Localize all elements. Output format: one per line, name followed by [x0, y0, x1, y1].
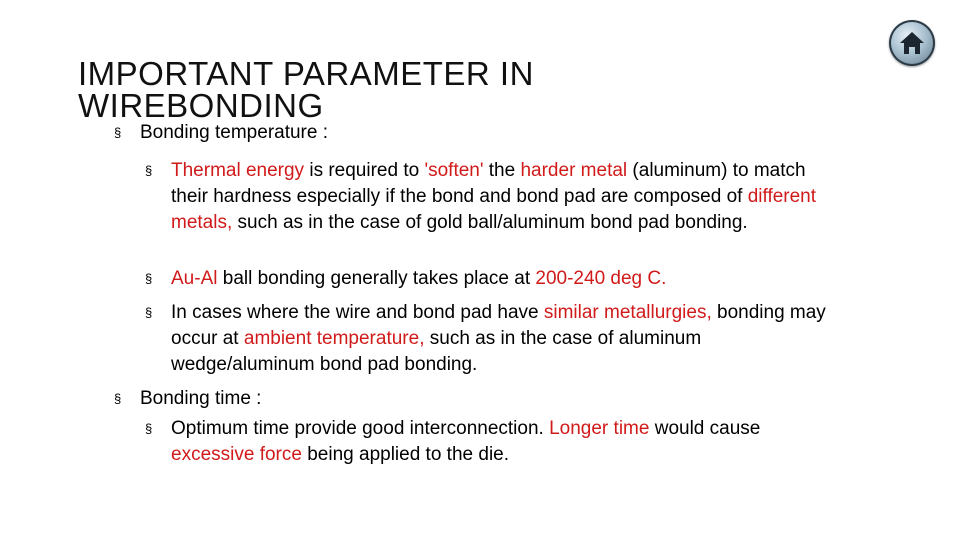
sub-bullet-thermal-energy — [145, 158, 845, 236]
bullet-text: Optimum time provide good interconnection. Longer time would cause excessive force being applied to the die. — [171, 418, 761, 465]
bullet-label: Bonding time : — [140, 388, 262, 409]
bullet-marker: § — [145, 305, 153, 320]
bullet-bonding-temperature — [114, 120, 834, 146]
slide-title: IMPORTANT PARAMETER IN WIREBONDING — [78, 55, 534, 124]
bullet-label: Bonding temperature : — [140, 122, 329, 143]
bullet-text: Au-Al ball bonding generally takes place at 200-240 deg C. — [171, 268, 667, 289]
bullet-bonding-time — [114, 386, 834, 412]
sub-bullet-au-al — [145, 266, 845, 292]
bullet-marker: § — [145, 271, 153, 286]
bullet-marker: § — [114, 125, 122, 140]
bullet-text: In cases where the wire and bond pad have similar metallurgies, bonding may occur at ambient temperature, such as in the case of aluminum wedge/aluminum bond pad bonding. — [171, 302, 826, 375]
bullet-marker: § — [145, 163, 153, 178]
sub-bullet-optimum-time — [145, 416, 845, 468]
bullet-text: Thermal energy is required to 'soften' the harder metal (aluminum) to match their hardness especially if the bond and bond pad are composed of different metals, such as in the case of gold ball/aluminum bond pad bonding. — [171, 160, 817, 233]
bullet-marker: § — [114, 391, 122, 406]
bullet-marker: § — [145, 421, 153, 436]
sub-bullet-similar-metallurgies — [145, 300, 845, 378]
